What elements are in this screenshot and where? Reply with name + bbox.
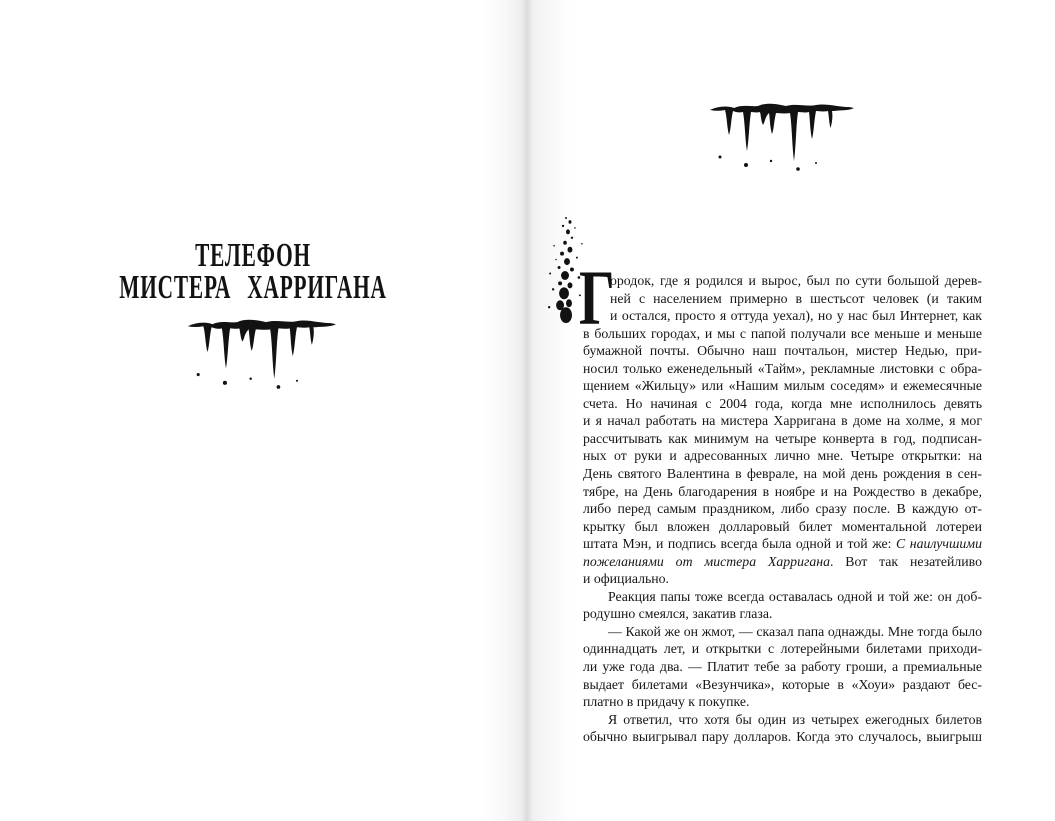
text-segment: в больших городах, и мы с папой получали все меньше и меньше: [583, 325, 982, 341]
drop-cap: [579, 254, 615, 341]
text-segment: крытку был вложен долларовый билет моментальной лотереи: [583, 518, 982, 534]
chapter-title-line-1: ТЕЛЕФОН: [195, 236, 311, 274]
text-line: [583, 272, 982, 290]
text-line: [583, 676, 982, 694]
paragraph: [583, 588, 982, 623]
text-segment: носил только еженедельный «Тайм», рекламные листовки с обра-: [583, 360, 982, 376]
text-line: [583, 360, 982, 378]
text-line: [583, 447, 982, 465]
text-line: [583, 693, 982, 711]
italic-text-segment: пожеланиями от мистера Харригана: [583, 553, 830, 569]
paragraph: [583, 711, 982, 746]
text-segment: счета. Но начиная с 2004 года, когда мне исполнилось девять: [583, 395, 982, 411]
text-segment: Я ответил, что хотя бы один из четырех ежегодных билетов: [608, 711, 982, 727]
paragraph: [579, 254, 982, 588]
text-segment: рассчитывать как минимум на четыре конверта в год, подписан-: [583, 430, 982, 446]
text-line: [583, 307, 982, 325]
text-line: [583, 640, 982, 658]
text-line: [583, 535, 982, 553]
right-page: [527, 0, 1055, 821]
text-segment: тябре, на День благодарения в ноябре и на Рождество в декабре,: [583, 483, 982, 499]
text-segment: ных от руки и адресованных лично мне. Четыре открытки: на: [583, 448, 982, 464]
text-segment: и остался, просто я оттуда уехал), но у нас был Интернет, как: [610, 308, 982, 324]
text-segment: либо перед самым праздником, либо сразу после. В каждую от-: [583, 501, 982, 517]
text-segment: и официально.: [583, 571, 669, 587]
text-line: [583, 325, 982, 343]
italic-text-segment: С наилучшими: [896, 536, 982, 552]
text-line: [583, 412, 982, 430]
text-line: [583, 395, 982, 413]
text-line: [583, 711, 982, 729]
text-line: [583, 623, 982, 641]
text-segment: бумажной почты. Обычно наш почтальон, мистер Недью, при-: [583, 343, 982, 359]
text-line: [583, 728, 982, 746]
text-line: [583, 658, 982, 676]
text-segment: . Вот так незатейливо: [830, 553, 982, 569]
text-segment: обычно выигрывал пару долларов. Когда это случалось, выигрыш: [583, 729, 982, 745]
text-line: [583, 605, 982, 623]
chapter-title-line-2: МИСТЕРА ХАРРИГАНА: [119, 268, 387, 306]
text-line: [583, 483, 982, 501]
text-segment: День святого Валентина в феврале, на мой день рождения в сен-: [583, 466, 982, 482]
text-line: [583, 588, 982, 606]
text-segment: штата Мэн, и подпись всегда была одной и той же:: [583, 536, 897, 552]
text-segment: ородок, где я родился и вырос, был по сути большой дерев-: [610, 273, 982, 288]
paragraph: [583, 623, 982, 711]
text-segment: одиннадцать лет, и открытки с лотерейными билетами приходи-: [583, 641, 982, 657]
text-segment: платно в придачу к покупке.: [583, 694, 750, 710]
text-line: [583, 430, 982, 448]
text-line: [583, 570, 982, 588]
text-segment: ней с населением примерно в шестьсот человек (и таким: [610, 290, 982, 306]
text-line: [583, 500, 982, 518]
text-segment: — Какой же он жмот, — сказал папа однажды. Мне тогда было: [608, 623, 982, 639]
text-line: [583, 377, 982, 395]
text-column: [579, 254, 982, 746]
text-segment: и я начал работать на мистера Харригана в доме на холме, я мог: [583, 413, 982, 429]
text-line: [583, 290, 982, 308]
ink-splatter-icon: [708, 101, 858, 171]
text-segment: выдает билетами «Везунчика», которые в «Хоуи» раздают бес-: [583, 676, 982, 692]
text-line: [583, 465, 982, 483]
drop-cap-letter: Г: [579, 254, 615, 341]
chapter-title: [0, 236, 506, 306]
left-page: [0, 0, 527, 821]
text-segment: ли уже года два. — Платит тебе за работу гроши, а премиальные: [583, 659, 982, 675]
text-line: [583, 553, 982, 571]
text-segment: Реакция папы тоже всегда оставалась одной и той же: он доб-: [608, 588, 982, 604]
ink-splatter-icon: [180, 317, 346, 389]
text-segment: щением «Жильцу» или «Нашим милым соседям» и ежемесячные: [583, 378, 982, 394]
text-line: [583, 518, 982, 536]
text-line: [583, 342, 982, 360]
text-segment: родушно смеялся, закатив глаза.: [583, 606, 773, 622]
